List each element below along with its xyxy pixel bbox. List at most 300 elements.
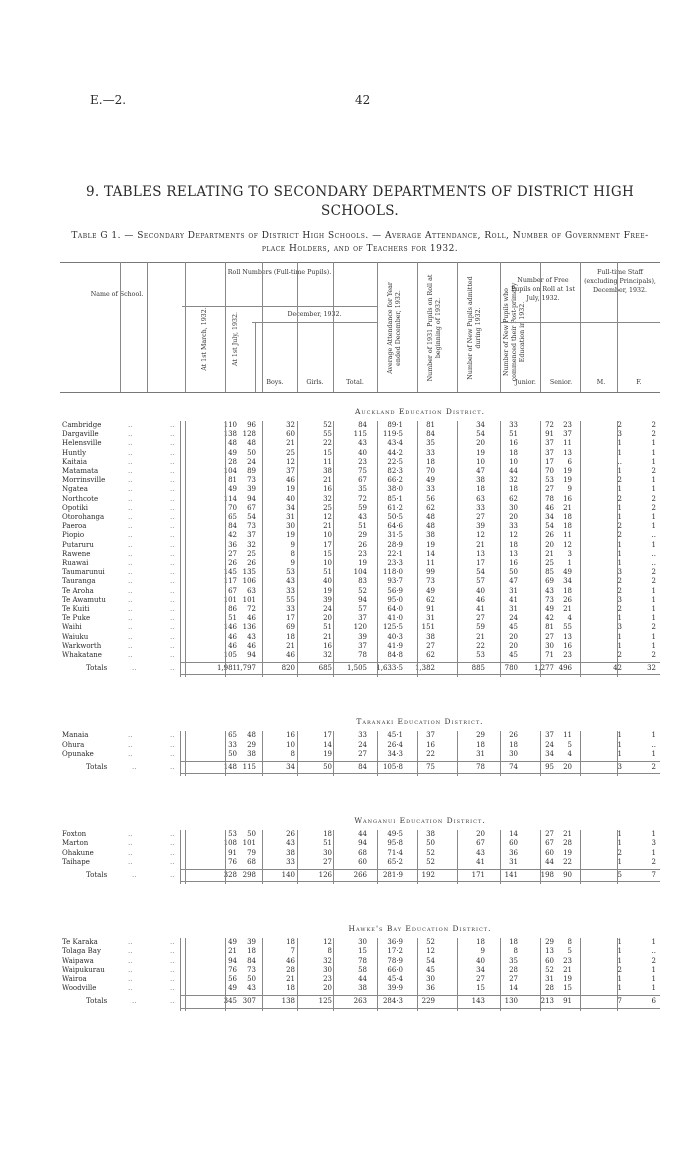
table-cell: 2 (651, 568, 656, 577)
table-cell: 43 (286, 577, 295, 586)
table-cell: 2 (617, 848, 622, 857)
col-march: At 1st March, 1932. (201, 307, 208, 371)
table-cell: 13 (509, 549, 518, 558)
school-name: Te Aroha (62, 586, 94, 595)
total-rule (500, 322, 580, 323)
table-cell: 3 (617, 568, 622, 577)
table-cell: 1 (617, 549, 622, 558)
table-cell: 13 (563, 448, 572, 457)
table-cell: 7 (617, 997, 622, 1006)
table-cell: 11 (563, 439, 572, 448)
table-cell: 94 (228, 956, 237, 965)
table-cell: 18 (509, 740, 518, 749)
table-cell: 36 (426, 984, 435, 993)
table-cell: 52 (426, 938, 435, 947)
table-cell: 50 (247, 448, 256, 457)
table-cell: 38 (247, 749, 256, 758)
table-cell: 41 (509, 595, 518, 604)
table-cell: 19 (286, 485, 295, 494)
table-row (60, 984, 660, 993)
column-rule (500, 830, 501, 884)
table-cell: 51 (228, 614, 237, 623)
leader-dots: .. (170, 956, 175, 965)
table-row (60, 642, 660, 651)
table-cell: 25 (323, 503, 332, 512)
table-cell: 49 (228, 448, 237, 457)
table-cell: 151 (421, 623, 435, 632)
school-name: Te Puke (62, 614, 91, 623)
table-cell: 12 (509, 531, 518, 540)
table-cell: 266 (353, 871, 367, 879)
table-cell: 26 (286, 830, 295, 839)
table-cell: 20 (563, 763, 572, 771)
table-cell: 2 (617, 531, 622, 540)
table-row (60, 495, 660, 504)
col-roll-group: Roll Numbers (Full-time Pupils). (227, 269, 332, 276)
table-cell: 53 (286, 568, 295, 577)
table-cell: 125·5 (382, 623, 403, 632)
table-cell: 71·4 (387, 848, 403, 857)
table-cell: 11 (323, 457, 332, 466)
school-name: Rawene (62, 549, 91, 558)
table-cell: 62 (426, 595, 435, 604)
table-cell: 21 (476, 632, 485, 641)
total-rule (180, 773, 660, 774)
table-cell: 38 (476, 476, 485, 485)
table-cell: 49 (228, 984, 237, 993)
table-row (60, 421, 660, 430)
table-cell: 1 (651, 513, 656, 521)
table-cell: 37 (563, 430, 572, 439)
table-cell: 62 (426, 651, 435, 659)
table-cell: 86 (228, 605, 237, 613)
table-cell: 50 (247, 975, 256, 983)
table-cell: 1 (651, 938, 656, 947)
table-cell: 885 (471, 664, 485, 673)
table-cell: 143 (471, 997, 485, 1006)
total-rule (182, 306, 377, 307)
table-row (60, 430, 660, 439)
table-cell: 2 (651, 623, 656, 632)
table-cell: 1 (651, 632, 656, 641)
table-cell: 32 (323, 956, 332, 965)
table-cell: 54 (426, 956, 435, 965)
table-cell: 21 (563, 605, 572, 613)
table-cell: 72 (358, 494, 367, 503)
leader-dots: .. (170, 839, 175, 848)
totals-row (60, 664, 660, 673)
table-cell: 48 (228, 439, 237, 448)
table-cell: 27 (545, 485, 554, 494)
table-cell: 48 (247, 439, 256, 448)
table-cell: 91 (563, 997, 572, 1006)
table-cell: 42 (545, 614, 554, 623)
leader-dots: .. (128, 975, 133, 983)
col-name: Name of School. (90, 291, 144, 298)
table-cell: 43 (358, 439, 367, 448)
table-cell: 2 (651, 421, 656, 429)
school-name: Ruawai (62, 559, 89, 567)
table-cell: 66·0 (387, 965, 403, 974)
table-cell: 31 (509, 605, 518, 613)
table-row (60, 966, 660, 975)
column-rule (417, 938, 418, 1010)
table-cell: 70 (426, 467, 435, 475)
leader-dots: .. (170, 731, 175, 740)
leader-dots: .. (128, 839, 133, 848)
column-rule (540, 262, 541, 392)
table-cell: 74 (509, 763, 518, 771)
leader-dots: .. (128, 503, 133, 512)
table-cell: 1 (651, 595, 656, 604)
col-f: F. (636, 379, 642, 386)
table-cell: 39 (358, 632, 367, 641)
table-cell: 44 (358, 975, 367, 983)
school-name: Ngatea (62, 485, 88, 494)
table-cell: 35 (358, 485, 367, 494)
table-cell: 117 (223, 577, 237, 586)
table-cell: 138 (281, 997, 295, 1006)
table-cell: 2 (651, 503, 656, 512)
column-rule (500, 731, 501, 776)
table-row (60, 550, 660, 559)
leader-dots: .. (170, 984, 175, 993)
column-rule (457, 421, 458, 677)
table-cell: 11 (426, 559, 435, 567)
leader-dots: .. (170, 540, 175, 549)
table-cell: 1 (617, 839, 622, 848)
table-cell: 40 (358, 448, 367, 457)
table-cell: 37 (286, 467, 295, 475)
table-cell: 19 (563, 848, 572, 857)
table-cell: 30 (426, 975, 435, 983)
column-rule (185, 262, 186, 392)
school-name: Northcote (62, 494, 99, 503)
table-cell: 13 (476, 549, 485, 558)
table-cell: 33 (286, 857, 295, 866)
school-name: Tauranga (62, 577, 96, 586)
table-cell: 19 (476, 448, 485, 457)
table-cell: 29 (247, 740, 256, 749)
table-cell: 30 (358, 938, 367, 947)
table-cell: 125 (318, 997, 332, 1006)
school-name: Warkworth (62, 641, 102, 650)
leader-dots: .. (128, 857, 133, 866)
leader-dots: .. (170, 531, 175, 540)
table-cell: .. (617, 457, 622, 466)
col-newpost: Number of New Pupils who commenced their Post-primary Education in 1932. (503, 282, 526, 382)
table-cell: 23 (563, 651, 572, 659)
table-cell: 22·5 (387, 457, 403, 466)
table-row (60, 947, 660, 956)
table-cell: 32 (323, 651, 332, 659)
leader-dots: .. (128, 632, 133, 641)
table-cell: 60 (286, 430, 295, 439)
table-cell: 38 (426, 632, 435, 641)
table-cell: 52 (426, 848, 435, 857)
table-cell: 56 (426, 494, 435, 503)
totals-label: Totals (86, 997, 108, 1006)
leader-dots: .. (170, 448, 175, 457)
column-rule (255, 322, 256, 392)
column-rule (617, 830, 618, 884)
table-cell: 12 (286, 457, 295, 466)
table-cell: 1 (651, 522, 656, 531)
table-cell: 1 (651, 830, 656, 839)
table-cell: 73 (247, 965, 256, 974)
table-cell: 44 (545, 857, 554, 866)
table-cell: 28 (563, 839, 572, 848)
table-cell: 11 (563, 731, 572, 740)
table-cell: 46 (476, 595, 485, 604)
leader-dots: .. (170, 586, 175, 595)
table-cell: 18 (286, 938, 295, 947)
table-row (60, 559, 660, 568)
table-cell: 23 (323, 975, 332, 983)
table-cell: 60 (509, 839, 518, 848)
table-cell: 70 (545, 467, 554, 475)
header-left: E.—2. (90, 93, 127, 107)
leader-dots: .. (170, 830, 175, 839)
leader-dots: .. (132, 763, 137, 771)
col-free-group: Number of Free Pupils on Roll at 1st July, 1932. (510, 277, 576, 302)
table-cell: 90 (563, 871, 572, 879)
table-row (60, 531, 660, 540)
table-cell: 49 (545, 605, 554, 613)
table-cell: 84 (358, 421, 367, 429)
table-cell: 76 (228, 965, 237, 974)
leader-dots: .. (128, 749, 133, 758)
table-cell: 17·2 (387, 947, 403, 956)
column-rule (377, 731, 378, 776)
column-rule (262, 830, 263, 884)
table-cell: 42 (613, 664, 622, 673)
col-senior: Senior. (549, 379, 573, 386)
col-girls: Girls. (306, 379, 324, 386)
table-cell: 30 (545, 641, 554, 650)
table-cell: 12 (476, 531, 485, 540)
table-cell: 89 (247, 467, 256, 475)
table-cell: 58 (358, 965, 367, 974)
leader-dots: .. (128, 421, 133, 429)
table-cell: 1 (617, 513, 622, 521)
table-caption: Table G 1. — Secondary Departments of District High Schools. — Average Attendance, Roll, Number of Government Free-place Holders, and of Teachers for 1932. (71, 231, 649, 254)
table-cell: 37 (545, 439, 554, 448)
table-cell: 2 (617, 421, 622, 429)
leader-dots: .. (170, 467, 175, 475)
table-cell: 14 (323, 740, 332, 749)
column-rule (180, 731, 181, 776)
table-cell: 96 (247, 421, 256, 429)
table-cell: 820 (281, 664, 295, 673)
table-cell: 3 (617, 763, 622, 771)
table-cell: 39 (247, 485, 256, 494)
leader-dots: .. (170, 614, 175, 623)
table-cell: 38 (426, 830, 435, 839)
table-cell: 128 (242, 430, 256, 439)
table-cell: 37 (545, 731, 554, 740)
table-cell: 18 (476, 485, 485, 494)
table-cell: 1,797 (235, 664, 256, 673)
table-cell: 21 (286, 641, 295, 650)
table-cell: 49 (228, 938, 237, 947)
table-cell: 18 (286, 632, 295, 641)
table-cell: 18 (286, 984, 295, 993)
table-cell: 19 (323, 749, 332, 758)
table-cell: 43 (545, 586, 554, 595)
table-cell: 30 (509, 749, 518, 758)
table-cell: 22·1 (387, 549, 403, 558)
column-rule (580, 731, 581, 776)
school-name: Waipawa (62, 956, 94, 965)
table-cell: 51 (358, 522, 367, 531)
table-cell: 64·0 (387, 605, 403, 613)
totals-label: Totals (86, 763, 108, 771)
table-cell: 104 (223, 467, 237, 475)
table-cell: 5 (617, 871, 622, 879)
table-cell: 33 (228, 740, 237, 749)
table-cell: 17 (286, 614, 295, 623)
table-cell: 26·4 (387, 740, 403, 749)
table-cell: 33 (509, 421, 518, 429)
table-cell: 81 (228, 476, 237, 485)
leader-dots: .. (128, 731, 133, 740)
leader-dots: .. (128, 740, 133, 749)
table-cell: 345 (223, 997, 237, 1006)
table-cell: 40 (323, 577, 332, 586)
table-cell: 2 (651, 651, 656, 659)
table-cell: 32 (647, 664, 656, 673)
table-cell: 1 (617, 740, 622, 749)
table-cell: 27 (545, 830, 554, 839)
table-cell: 1 (567, 559, 572, 567)
table-cell: 50 (228, 749, 237, 758)
table-cell: 685 (318, 664, 332, 673)
leader-dots: .. (128, 467, 133, 475)
leader-dots: .. (128, 549, 133, 558)
table-cell: 1,277 (533, 664, 554, 673)
table-cell: 7 (651, 871, 656, 879)
table-cell: 115 (353, 430, 367, 439)
table-cell: 2 (617, 651, 622, 659)
table-cell: 5 (567, 947, 572, 956)
table-cell: 33 (286, 605, 295, 613)
leader-dots: .. (128, 947, 133, 956)
table-cell: 34 (286, 763, 295, 771)
table-cell: 10 (509, 457, 518, 466)
table-cell: 37 (426, 731, 435, 740)
col-avg: Average Attendance for Year ended December, 1932. (387, 282, 402, 374)
col-boys: Boys. (266, 379, 284, 386)
school-name: Manaia (62, 731, 89, 740)
table-cell: 49 (563, 568, 572, 577)
table-cell: 21 (563, 503, 572, 512)
table-cell: 1 (617, 975, 622, 983)
table-row (60, 651, 660, 660)
column-rule (540, 731, 541, 776)
table-cell: 20 (323, 614, 332, 623)
table-cell: 31 (286, 513, 295, 521)
table-cell: 93·7 (387, 577, 403, 586)
table-cell: 84 (358, 763, 367, 771)
table-cell: 46 (228, 641, 237, 650)
column-rule (333, 830, 334, 884)
table-cell: 3 (651, 839, 656, 848)
column-rule (457, 262, 458, 392)
table-cell: 171 (471, 871, 485, 879)
table-cell: 1 (617, 947, 622, 956)
leader-dots: .. (128, 965, 133, 974)
table-cell: 1 (651, 975, 656, 983)
column-rule (500, 262, 501, 392)
column-rule (297, 731, 298, 776)
table-cell: 55 (286, 595, 295, 604)
table-cell: 16 (426, 740, 435, 749)
table-cell: 60 (545, 848, 554, 857)
school-name: Dargaville (62, 430, 99, 439)
table-cell: 198 (540, 871, 554, 879)
table-cell: 24 (247, 457, 256, 466)
table-cell: 31 (509, 586, 518, 595)
table-cell: 4 (567, 614, 572, 623)
table-cell: 45·1 (387, 731, 403, 740)
col-staff-group: Full-time Staff (excluding Principals), December, 1932. (584, 269, 656, 294)
table-cell: 17 (323, 731, 332, 740)
table-cell: 91 (228, 848, 237, 857)
table-cell: 2 (651, 430, 656, 439)
totals-row (60, 763, 660, 772)
table-cell: 20 (476, 439, 485, 448)
leader-dots: .. (128, 651, 133, 659)
table-cell: 46 (545, 503, 554, 512)
table-cell: 51 (323, 839, 332, 848)
table-cell: 1 (651, 614, 656, 623)
column-rule (225, 262, 226, 392)
table-cell: 118·0 (382, 568, 403, 577)
school-name: Foxton (62, 830, 87, 839)
table-cell: 120 (353, 623, 367, 632)
table-cell: 2 (651, 956, 656, 965)
table-cell: 16 (323, 641, 332, 650)
total-rule (180, 869, 660, 870)
table-cell: 1 (651, 965, 656, 974)
table-cell: 69 (545, 577, 554, 586)
school-name: Piopio (62, 531, 85, 540)
table-cell: 101 (242, 595, 256, 604)
table-cell: 49 (228, 485, 237, 494)
table-cell: 119·5 (382, 430, 403, 439)
table-cell: 307 (242, 997, 256, 1006)
column-rule (180, 938, 181, 1010)
table-row (60, 957, 660, 966)
table-cell: 28 (545, 984, 554, 993)
table-cell: 15 (563, 984, 572, 993)
table-cell: 57 (358, 605, 367, 613)
table-cell: 65 (228, 513, 237, 521)
table-cell: 78·9 (387, 956, 403, 965)
leader-dots: .. (128, 830, 133, 839)
leader-dots: .. (128, 476, 133, 485)
table-cell: 15 (476, 984, 485, 993)
table-cell: 67 (476, 839, 485, 848)
table-row (60, 938, 660, 947)
table-cell: 95·8 (387, 839, 403, 848)
table-cell: 22 (563, 857, 572, 866)
table-cell: 105·8 (382, 763, 403, 771)
table-cell: 26 (358, 540, 367, 549)
table-row (60, 522, 660, 531)
school-name: Ohura (62, 740, 85, 749)
